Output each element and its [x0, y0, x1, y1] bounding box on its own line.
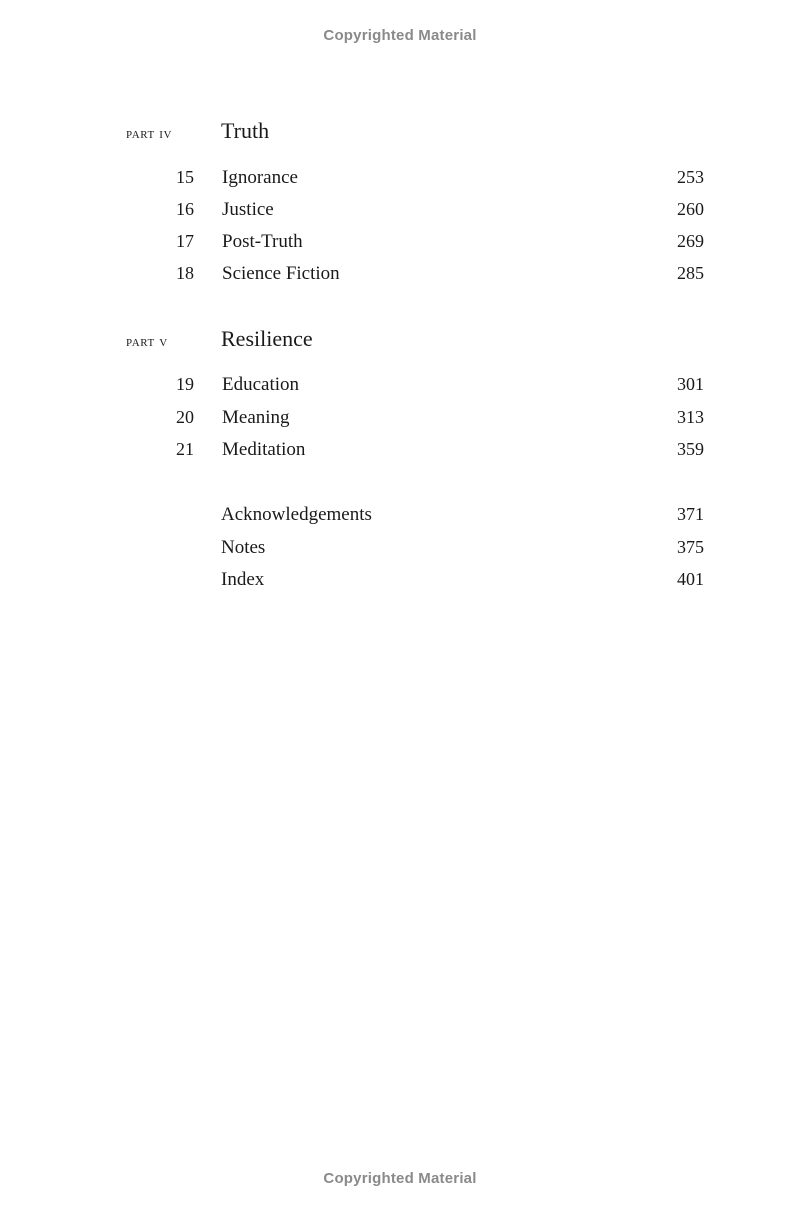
page-number: 285 — [677, 263, 704, 283]
copyright-watermark-bottom: Copyrighted Material — [323, 1170, 477, 1187]
back-matter-title: Notes — [221, 537, 266, 558]
toc-entry[interactable] — [0, 263, 800, 289]
chapter-title: Meaning — [222, 407, 290, 428]
chapter-number: 16 — [176, 199, 194, 219]
page-number: 401 — [677, 569, 704, 589]
page-number: 253 — [677, 167, 704, 187]
chapter-number: 18 — [176, 263, 194, 283]
part-label: part v — [126, 334, 168, 350]
part-heading — [0, 118, 800, 148]
toc-entry[interactable] — [0, 167, 800, 193]
toc-entry[interactable] — [0, 374, 800, 400]
back-matter-title: Acknowledgements — [221, 504, 372, 525]
chapter-number: 17 — [176, 231, 194, 251]
part-title: Resilience — [221, 326, 313, 351]
toc-entry-back-matter[interactable] — [0, 504, 800, 530]
page-number: 301 — [677, 374, 704, 394]
page-number: 269 — [677, 231, 704, 251]
part-label: part iv — [126, 126, 173, 142]
page-number: 375 — [677, 537, 704, 557]
chapter-number: 21 — [176, 439, 194, 459]
page-number: 371 — [677, 504, 704, 524]
chapter-number: 20 — [176, 407, 194, 427]
chapter-title: Meditation — [222, 439, 306, 460]
toc-entry[interactable] — [0, 199, 800, 225]
chapter-number: 15 — [176, 167, 194, 187]
chapter-number: 19 — [176, 374, 194, 394]
chapter-title: Ignorance — [222, 167, 298, 188]
back-matter-title: Index — [221, 569, 265, 590]
page-number: 313 — [677, 407, 704, 427]
toc-entry[interactable] — [0, 407, 800, 433]
toc-entry-back-matter[interactable] — [0, 569, 800, 595]
chapter-title: Post-Truth — [222, 231, 303, 252]
toc-entry[interactable] — [0, 439, 800, 465]
chapter-title: Science Fiction — [222, 263, 340, 284]
chapter-title: Education — [222, 374, 300, 395]
chapter-title: Justice — [222, 199, 274, 220]
toc-entry-back-matter[interactable] — [0, 537, 800, 563]
page-number: 359 — [677, 439, 704, 459]
toc-entry[interactable] — [0, 231, 800, 257]
page-number: 260 — [677, 199, 704, 219]
part-heading — [0, 326, 800, 356]
copyright-watermark-top: Copyrighted Material — [323, 27, 477, 44]
part-title: Truth — [221, 118, 270, 143]
